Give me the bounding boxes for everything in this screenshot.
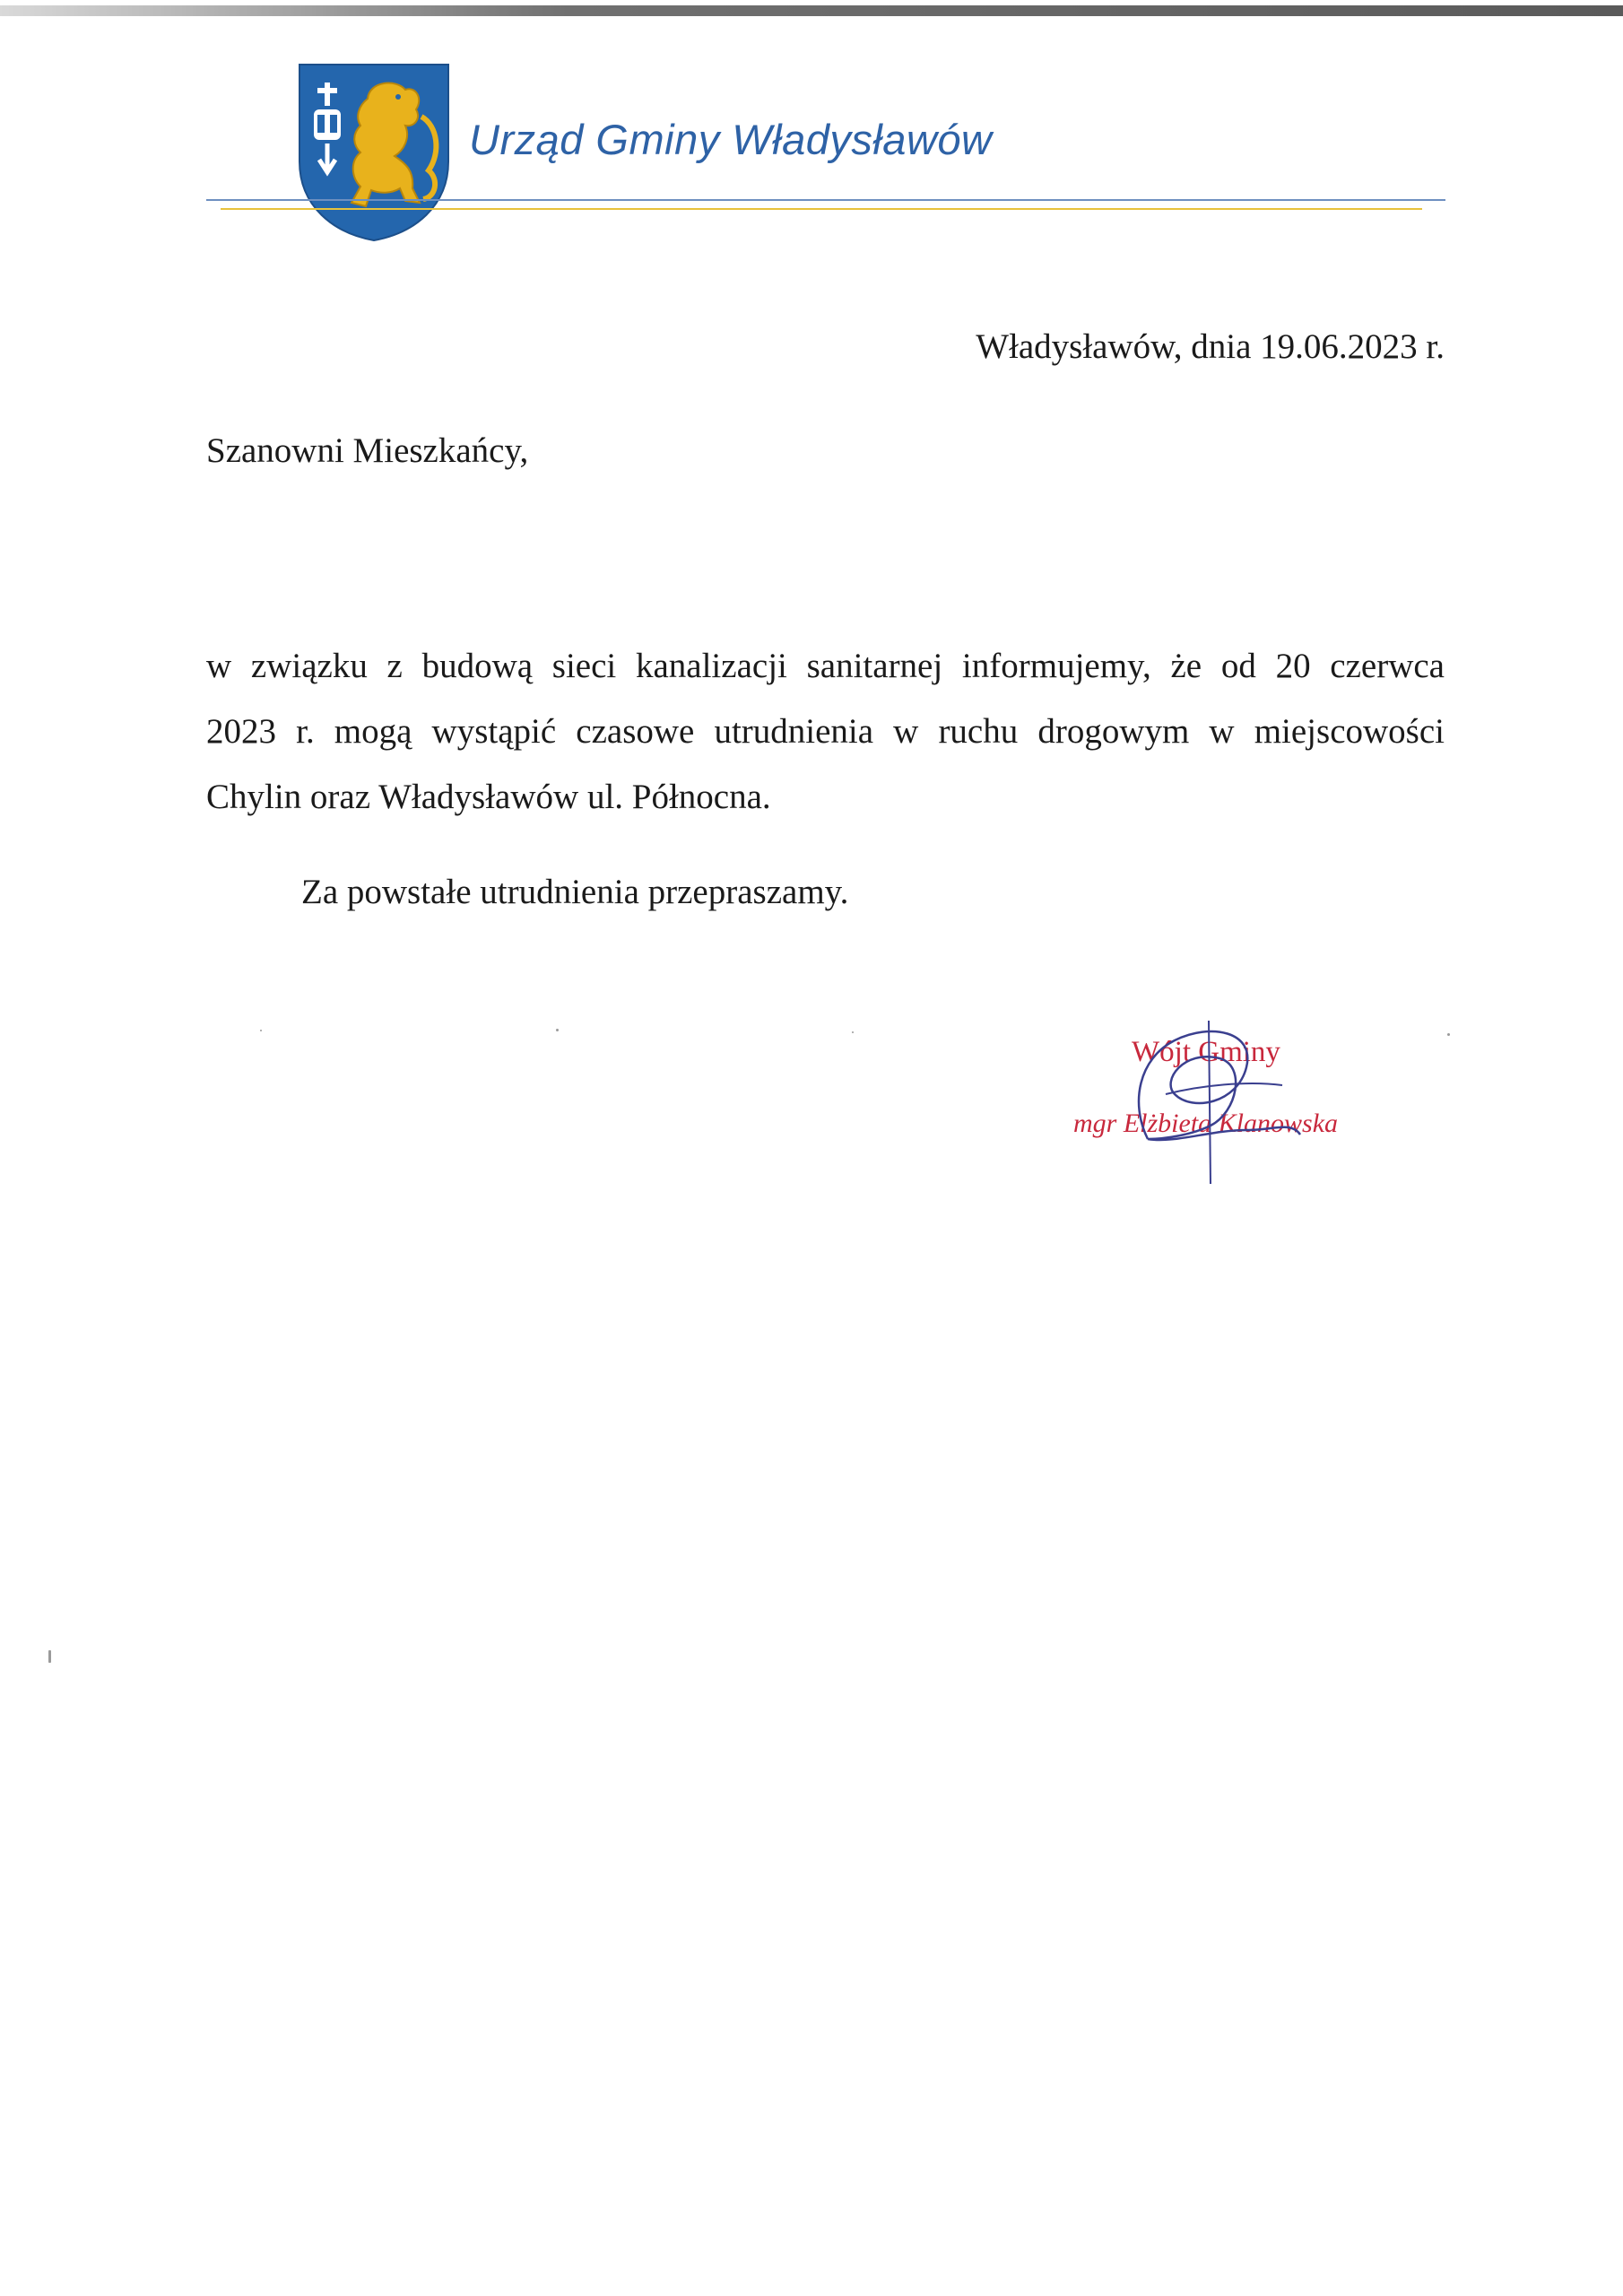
scan-speck: [1447, 1033, 1450, 1036]
coat-of-arms-icon: [298, 63, 450, 242]
scan-speck: [556, 1029, 559, 1031]
body-line: Chylin oraz Władysławów ul. Północna.: [206, 778, 771, 816]
body-line: w związku z budową sieci kanalizacji sanitarnej informujemy, że od 20 czerwca: [206, 647, 1445, 685]
scan-speck: [48, 1650, 51, 1663]
signatory-name: mgr Elżbieta Klanowska: [1073, 1109, 1339, 1138]
closing-line: Za powstałe utrudnienia przepraszamy.: [301, 873, 849, 911]
body-line: 2023 r. mogą wystąpić czasowe utrudnienia w ruchu drogowym w miejscowości: [206, 712, 1445, 751]
letter-body: [206, 633, 1445, 830]
letterhead-rule-blue: [206, 199, 1445, 201]
handwritten-signature: [1112, 996, 1345, 1184]
greeting: Szanowni Mieszkańcy,: [206, 431, 529, 470]
scan-speck: [260, 1030, 262, 1031]
date-line: Władysławów, dnia 19.06.2023 r.: [976, 327, 1445, 366]
signatory-title: Wójt Gminy: [1132, 1036, 1280, 1068]
letterhead-rule-gold: [221, 208, 1422, 210]
top-border-bar: [0, 5, 1623, 16]
office-name: Urząd Gminy Władysławów: [469, 116, 993, 163]
scan-speck: [852, 1031, 854, 1033]
